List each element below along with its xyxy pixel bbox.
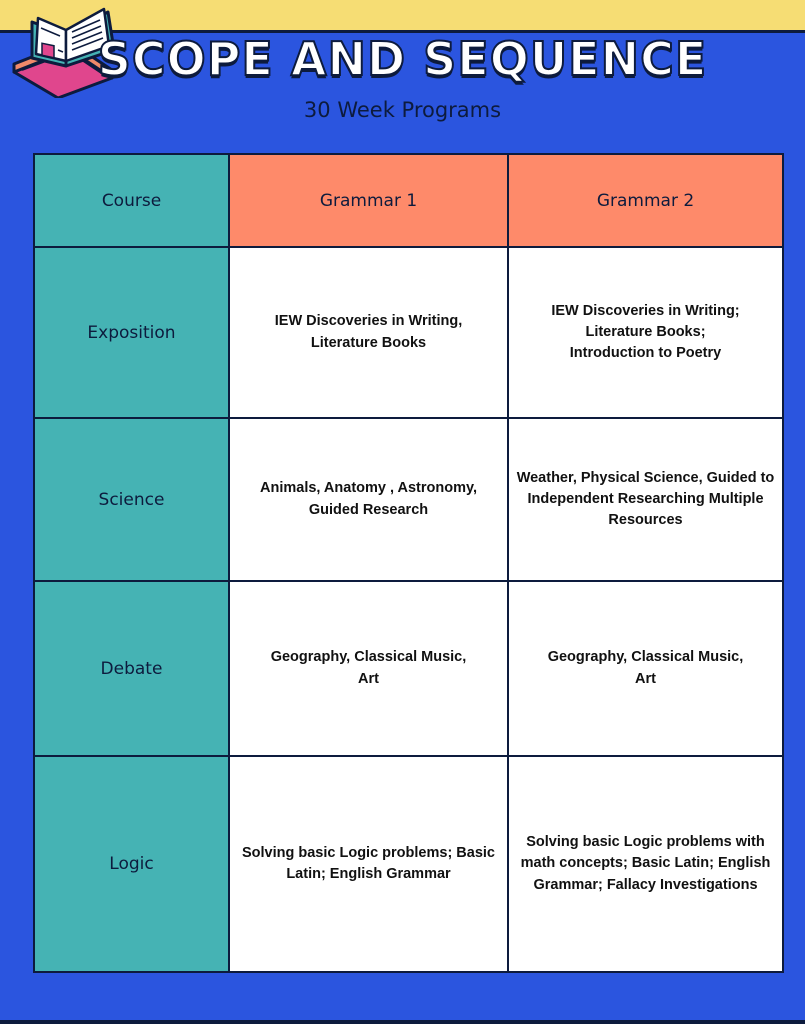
header-course: Course — [34, 154, 229, 247]
cell-line: Weather, Physical Science, Guided to — [516, 469, 775, 486]
cell-line: math concepts; Basic Latin; English — [520, 855, 771, 872]
table-header-row — [34, 154, 783, 247]
course-logic: Logic — [34, 756, 229, 972]
cell-line: Art — [635, 670, 656, 687]
cell-science-grammar-2 — [508, 418, 783, 581]
course-exposition: Exposition — [34, 247, 229, 418]
cell-line: Art — [358, 670, 379, 687]
scope-table — [33, 153, 784, 973]
cell-line: Guided Research — [308, 501, 429, 518]
cell-line: Independent Researching Multiple — [527, 490, 764, 507]
cell-logic-grammar-1 — [229, 756, 508, 972]
cell-exposition-grammar-1 — [229, 247, 508, 418]
header-grammar-2: Grammar 2 — [508, 154, 783, 247]
cell-line: IEW Discoveries in Writing; — [551, 302, 740, 319]
cell-line: Geography, Classical Music, — [270, 649, 467, 666]
cell-debate-grammar-1 — [229, 581, 508, 756]
cell-line: Latin; English Grammar — [286, 866, 451, 882]
table-row — [34, 418, 783, 581]
cell-line: Solving basic Logic problems with — [526, 834, 765, 851]
page-title: SCOPE AND SEQUENCE — [97, 32, 708, 86]
cell-exposition-grammar-2 — [508, 247, 783, 418]
cell-line: Literature Books — [310, 334, 427, 351]
cell-line: Solving basic Logic problems; Basic — [241, 844, 495, 861]
cell-science-grammar-1 — [229, 418, 508, 581]
course-science: Science — [34, 418, 229, 581]
bottom-band — [0, 1020, 805, 1024]
cell-debate-grammar-2 — [508, 581, 783, 756]
table-row — [34, 247, 783, 418]
header-grammar-1: Grammar 1 — [229, 154, 508, 247]
cell-line: IEW Discoveries in Writing, — [274, 313, 463, 330]
cell-line: Animals, Anatomy , Astronomy, — [260, 480, 477, 497]
cell-logic-grammar-2 — [508, 756, 783, 972]
page-subtitle: 30 Week Programs — [303, 98, 502, 122]
cell-line: Grammar; Fallacy Investigations — [533, 876, 758, 893]
cell-line: Literature Books; — [585, 323, 706, 340]
cell-line: Geography, Classical Music, — [547, 649, 744, 666]
course-debate: Debate — [34, 581, 229, 756]
table-row — [34, 581, 783, 756]
cell-line: Resources — [608, 512, 683, 528]
table-row — [34, 756, 783, 972]
cell-line: Introduction to Poetry — [569, 345, 722, 361]
